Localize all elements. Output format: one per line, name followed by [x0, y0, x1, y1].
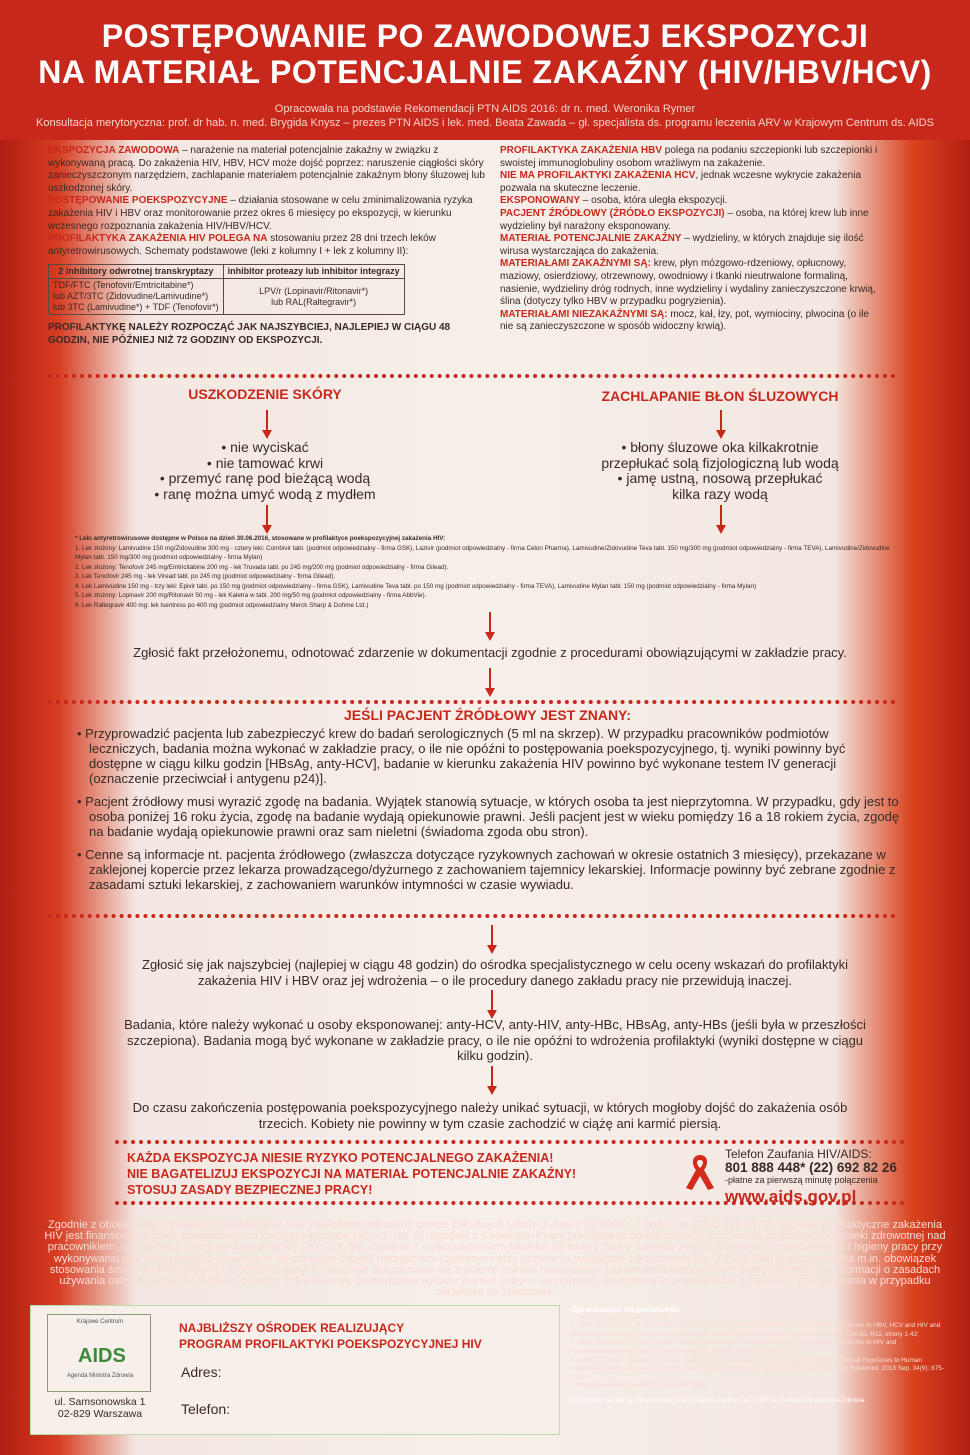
table-header: 2 inhibitory odwrotnej transkryptazy: [49, 265, 224, 279]
footnote-line: 1. Lek złożony: Lamivudine 150 mg/Zidovudine 300 mg - cztery leki: Combivir tabl. (podmiot odpowiedzialny - firma GSK), Lazivir (podmiot odpowiedzialny - firma Celon Pharma), Lamivudine/Zidovudine Teva tabl. 150 mg/300 mg (podmiot odpowiedzialny - firma TEVA), Lamivudine/Zidovudine Mylan tabl. 150 mg/300 mg (podmiot odpowiedzialny - firma Mylan): [75, 544, 890, 561]
hotline-block: [725, 1147, 897, 1206]
hotline-number: 801 888 448* (22) 692 82 26: [725, 1160, 897, 1175]
phone-field-label: Telefon:: [181, 1401, 231, 1417]
intro-right-column: [500, 145, 885, 334]
logo-name: AIDS: [78, 1345, 126, 1367]
definition-text: , jednak wczesne wykrycie zakażenia pozwala na skuteczne leczenie.: [500, 170, 862, 194]
definition-exposure: [48, 145, 488, 195]
arrow-down-icon: [262, 505, 272, 535]
sources-list: [570, 1305, 950, 1406]
definition-text: stosowaniu przez 28 dni trzech leków antyretrowirusowych. Schematy podstawowe (leki z kolumny I + lek z kolumny II):: [48, 233, 436, 257]
source-item: 1. Rekomendacje PTN AIDS 2016;: [570, 1313, 669, 1321]
report-instruction: Zgłosić fakt przełożonemu, odnotować zdarzenie w dokumentacji zgodnie z procedurami obowiązującymi w zakładzie pracy.: [133, 645, 847, 660]
hotline-label: Telefon Zaufania HIV/AIDS:: [725, 1147, 872, 1161]
mucosa-splash-steps: [565, 440, 875, 502]
red-ribbon-icon: [682, 1152, 718, 1192]
arrow-down-icon: [716, 505, 726, 535]
address-line: 02-829 Warszawa: [57, 1408, 143, 1420]
known-source-title: JEŚLI PACJENT ŹRÓDŁOWY JEST ZNANY:: [343, 707, 632, 723]
arrow-down-icon: [487, 990, 497, 1020]
arrow-down-icon: [487, 1066, 497, 1096]
arrow-down-icon: [487, 925, 497, 955]
list-item: • Cenne są informacje nt. pacjenta źródłowego (zwłaszcza dotyczące ryzykownych zachowań w okresie ostatnich 3 miesięcy), przekazane w zaklejonej kopercie przez lekarza prowadzącego/dyżurnego z zachowaniem tajemnicy lekarskiej. Informacje powinny być zebrane zgodnie z zasadami sztuki lekarskiej, z zachowaniem warunków intymności w czasie wywiadu.: [77, 847, 896, 892]
definition-exposed: [500, 195, 885, 208]
footnote-line: 5. Lek złożony: Lopinavir 200 mg/Ritonavir 50 mg - lek Kaletra w tabl. 200 mg/50 mg (podmiot odpowiedzialny - firma AbbVie).: [75, 592, 427, 599]
address-line: ul. Samsonowska 1: [54, 1396, 146, 1408]
definition-source-patient: [500, 208, 885, 233]
dotted-divider: [48, 914, 896, 918]
logo-top-text: Krajowe Centrum: [76, 1319, 124, 1325]
title-line-1: POSTĘPOWANIE PO ZAWODOWEJ EKSPOZYCJI: [101, 18, 869, 54]
term: MATERIAŁ POTENCJALNIE ZAKAŹNY: [500, 233, 682, 245]
intro-left-column: [48, 145, 488, 347]
definition-text: – narażenie na materiał potencjalnie zakaźny w związku z wykonywaną pracą. Do zakażenia HIV, HBV, HCV może dojść poprzez: naruszenie ciągłości skóry zanieczyszczonym narzędziem, zachlapanie materiałem potencjalnie zakaźnym błony śluzowej lub uszkodzonej skóry.: [48, 145, 485, 194]
hotline-note: -płatne za pierwszą minutę połączenia: [725, 1175, 878, 1185]
definition-text: – wydzieliny, w których znajduje się ilość wirusa wystarczająca do zakażenia.: [500, 233, 864, 257]
term: MATERIAŁAMI ZAKAŹNYMI SĄ:: [500, 258, 651, 270]
list-item: kilka razy wodą: [672, 485, 768, 502]
aids-center-logo: [47, 1314, 151, 1392]
alert-line: STOSUJ ZASADY BEZPIECZNEJ PRACY!: [127, 1183, 373, 1197]
term: EKSPOZYCJA ZAWODOWA: [48, 145, 180, 156]
drug-option: lub RAL(Raltegravir*): [271, 296, 357, 307]
source-item: 4. Kuhar DT i wsp.: Updated US Public Health Service Guidelines for the Management of Occupational Exposures to Human Immunodeficiency Virus and Recommendations for Postexposure Prophylaxis. Infect Control Hosp Epidemiol. 2013 Sep. 34(9): 875-9211.: [570, 1356, 944, 1381]
definition-text: – osoba, na której krew lub inne wydzieliny był narażony eksponowany.: [500, 207, 869, 232]
title-line-2: NA MATERIAŁ POTENCJALNIE ZAKAŹNY (HIV/HBV/HCV): [38, 54, 932, 90]
alert-text: [127, 1150, 576, 1198]
table-header: inhibitor proteazy lub inhibitor integrazy: [223, 265, 404, 279]
sources-heading: Opracowano na podstawie:: [570, 1304, 681, 1314]
funding-note: Egzemplarz bezpłatny sfinansowany przez Krajowe Centrum ds. AIDS ze środków Ministerstwa Zdrowia.: [570, 1396, 867, 1404]
alert-box: [115, 1140, 905, 1205]
list-item: • Przyprowadzić pacjenta lub zabezpieczyć krew do badań serologicznych (5 ml na skrzep). W przypadku pracowników podmiotów leczniczych, badania można wykonać w zakładzie pracy, o ile nie opóźni to postępowania poekspozycyjnego, tj. wyniki powinny być dostępne w ciągu kilku godzin [HBsAg, anty-HCV], badanie w kierunku zakażenia HIV powinno być wykonane testem IV generacji (oznaczenie przeciwciał i antygenu p24)].: [77, 726, 846, 786]
arrow-down-icon: [485, 612, 495, 642]
subtitle-consultation: Konsultacja merytoryczna: prof. dr hab. n. med. Brygida Knysz – prezes PTN AIDS i lek. med. Beata Zawada – gł. specjalista ds. programu leczenia ARV w Krajowym Centrum ds. AIDS: [36, 117, 934, 129]
term: PROFILAKTYKA ZAKAŻENIA HBV: [500, 145, 663, 156]
drug-option: LPV/r (Lopinavir/Ritonavir*): [259, 285, 369, 296]
list-item: • nie tamować krwi: [206, 454, 324, 471]
term: MATERIAŁAMI NIEZAKAŹNYMI SĄ:: [500, 308, 668, 320]
definition-text: – działania stosowane w celu zminimalizowania ryzyka zakażenia HIV i HBV oraz monitorowanie przez okres 6 miesięcy po ekspozycji, w kierunku wczesnego rozpoznania zakażenia HIV/HBV/HCV.: [48, 195, 473, 232]
drug-option: TDF/FTC (Tenofovir/Emtricitabine*): [53, 280, 194, 291]
definition-postexposure: [48, 195, 488, 233]
timing-warning: PROFILAKTYKĘ NALEŻY ROZPOCZĄĆ JAK NAJSZYBCIEJ, NAJLEPIEJ W CIĄGU 48 GODZIN, NIE PÓŹNIEJ NIŻ 72 GODZINY OD EKSPOZYCJI.: [48, 322, 451, 347]
drug-footnote: [75, 534, 895, 610]
definition-hiv-prophylaxis: [48, 233, 488, 258]
source-item: 5. EACS Guidelines. Version 8.0 (October 2015): [570, 1382, 707, 1390]
footnote-line: 2. Lek złożony: Tenofovir 245 mg/Emtricitabine 200 mg - lek Truvada tabl. po 245 mg/200 mg (podmiot odpowiedzialny - firma Gilead).: [75, 563, 449, 571]
definition-hcv: [500, 170, 885, 195]
known-source-section: [75, 708, 900, 900]
source-item: 2. CDC: Updated U.S. Public Health Service Guidelines for the Management of Occupational Exposures to HBV, HCV and HIV and Recommendations for Postexposure Prophylaxis. MMWR Recommendations and Reports. 2001. Tom 50, R11, strony 1-42;: [570, 1322, 941, 1338]
nearest-center-title: [179, 1320, 482, 1352]
definition-text: krew, płyn mózgowo-rdzeniowy, opłucnowy, maziowy, osierdziowy, otrzewnowy, owodniowy i tkanki nieutrwalone formaliną, nasienie, wydzieliny dróg rodnych, inne wydzieliny i wydaliny zanieczyszczone krwią, ślina (dotyczy tylko HBV w przypadku pogryzienia).: [500, 258, 876, 308]
address-field-label: Adres:: [181, 1364, 222, 1380]
list-item: • jamę ustną, nosową przepłukać: [617, 470, 823, 486]
center-address: [45, 1396, 155, 1420]
website-link[interactable]: www.aids.gov.pl: [725, 1187, 857, 1206]
list-item: • przemyć ranę pod bieżącą wodą: [159, 470, 371, 486]
source-item: 3. CDC: Updated U.S. Public Health Service Guidelines for the Management of Occupational Exposures to HIV and Recommendations for Postexposure Prophylaxis. MMWR. 2005. Tom 54, RR-9;: [570, 1339, 897, 1355]
legal-notice: Zgodnie z obowiązującą ustawą o zapobieganiu oraz zwalczaniu zakażeń i chorób zakaźnych u ludzi z dnia 5.12.2008 r. z późn. zm.(Dz.U 234.1570), leczenie profilaktyczne zakażenia HIV jest finansowane przez pracodawcę lub zlecającego pracę (art. 41, ust. 5). Zgodnie z Kodeksem Pracy pracodawca ponosi ponadto inne koszty profilaktycznej opieki zdrowotnej nad pracownikiem, niezbędne z uwagi na warunki pracy (art. 229, §6). Zgodnie z rozporządzeniem Ministra Zdrowia z dnia 6 czerwca 2013 r. w sprawie bezpieczeństwa i higieny pracy przy wykonywaniu prac związanych z narażeniem na zranienie ostrymi narzędziami używanymi przy udzielaniu świadczeń zdrowotnych (Dz.U.2013.696) pracodawca ma m.in. obowiązek stosowania środków eliminujących lub ograniczających narażenie pracowników na zranienie ostrymi narzędziami, zapewnienia pracownikom stałego dostępu do informacji o zasadach używania ostrych narzędzi i środków ochrony indywidualnej, prowadzenia wykazu zranień ostrymi narzędziami, informowania pracowników o zasadach postępowania w przypadku narażenia na zakażenie.: [44, 1219, 946, 1299]
footnote-line: 3. Lek Tenofovir 245 mg - lek Viread tabl. po 245 mg (podmiot odpowiedzialny - firma Gilead).: [75, 573, 336, 580]
footnote-heading: * Leki antyretrowirusowe dostępne w Polsce na dzień 30.06.2016, stosowane w profilaktyce poekspozycyjnej zakażenia HIV:: [75, 535, 446, 542]
list-item: • błony śluzowe oka kilkakrotnie: [621, 439, 819, 455]
footnote-line: 6. Lek Raltegravir 400 mg: lek Isentress po 400 mg (podmiot odpowiedzialny Merck Sharp & Dohme Ltd.): [75, 601, 369, 609]
list-item: • ranę można umyć wodą z mydłem: [154, 485, 376, 502]
definition-text: – osoba, która uległa ekspozycji.: [580, 195, 728, 207]
step-tests: Badania, które należy wykonać u osoby eksponowanej: anty-HCV, anty-HIV, anty-HBc, HBsAg, anty-HBs (jeśli była w przeszłości szczepiona). Badania mogą być wykonane w zakładzie pracy, o ile nie opóźni to wdrożenia profilaktyki (wyniki dostępne w ciągu kilku godzin).: [124, 1017, 866, 1063]
drug-option: lub AZT/3TC (Zidovudine/Lamivudine*): [53, 291, 209, 302]
title-line: PROGRAM PROFILAKTYKI POEKSPOZYCYJNEJ HIV: [179, 1337, 482, 1351]
step-specialist-center: Zgłosić się jak najszybciej (najlepiej w ciągu 48 godzin) do ośrodka specjalistycznego w celu oceny wskazań do profilaktyki zakażenia HIV i HBV oraz jej wdrożenia – o ile procedury danego zakładu pracy nie przewidują inaczej.: [142, 957, 848, 988]
skin-injury-steps: [120, 440, 410, 502]
alert-line: KAŻDA EKSPOZYCJA NIESIE RYZYKO POTENCJALNEGO ZAKAŻENIA!: [127, 1151, 554, 1165]
footnote-line: 4. Lek Lamivudine 150 mg - trzy leki: Epivir tabl. po 150 mg (podmiot odpowiedzialny - firma GSK), Lamivudine Teva tabl. po 150 mg (podmiot odpowiedzialny - firma TEVA), Lamivudine Mylan tabl. 150 mg (podmiot odpowiedzialny - firma Mylan): [75, 582, 757, 590]
term: PROFILAKTYKA ZAKAŻENIA HIV POLEGA NA: [48, 233, 268, 245]
definition-infectious-material: [500, 233, 885, 258]
title-line: NAJBLIŻSZY OŚRODEK REALIZUJĄCY: [179, 1321, 405, 1335]
nearest-center-panel: [30, 1305, 560, 1435]
alert-line: NIE BAGATELIZUJ EKSPOZYCJI NA MATERIAŁ POTENCJALNIE ZAKAŹNY!: [127, 1167, 577, 1181]
definition-noninfectious-list: [500, 309, 885, 334]
arrow-down-icon: [716, 410, 726, 440]
regimen-table: [48, 264, 405, 315]
poster-header: [0, 0, 970, 140]
skin-injury-title: USZKODZENIE SKÓRY: [188, 386, 342, 402]
definition-infectious-list: [500, 258, 885, 308]
logo-bottom-text: Agenda Ministra Zdrowia: [66, 1373, 134, 1379]
subtitle-author: Opracowała na podstawie Rekomendacji PTN AIDS 2016: dr n. med. Weronika Rymer: [274, 103, 696, 115]
dotted-divider: [48, 700, 896, 704]
definition-text: polega na podaniu szczepionki lub szczepionki i swoistej immunoglobuliny osobom wrażliwym na zakażenie.: [500, 145, 878, 169]
term: EKSPONOWANY: [500, 195, 581, 207]
definition-hbv: [500, 145, 885, 170]
term: NIE MA PROFILAKTYKI ZAKAŻENIA HCV: [500, 170, 696, 182]
list-item: • nie wyciskać: [221, 439, 309, 455]
dotted-divider: [48, 374, 896, 378]
table-cell: [223, 279, 404, 315]
arrow-down-icon: [485, 668, 495, 698]
step-precautions: Do czasu zakończenia postępowania poekspozycyjnego należy unikać sytuacji, w których mogłoby dojść do zakażenia osób trzecich. Kobiety nie powinny w tym czasie zachodzić w ciążę ani karmić piersią.: [132, 1100, 848, 1131]
drug-option: lub 3TC (Lamivudine*) + TDF (Tenofovir*): [53, 302, 219, 313]
list-item: • Pacjent źródłowy musi wyrazić zgodę na badania. Wyjątek stanowią sytuacje, w których osoba ta jest nieprzytomna. W przypadku, gdy jest to osoba poniżej 16 roku życia, zgodę na badanie wydają opiekunowie prawni. Jeśli pacjent jest w wieku pomiędzy 16 a 18 rokiem życia, zgodę na badanie wydają opiekunowie prawni oraz sam nieletni (świadoma zgoda obu stron).: [77, 794, 900, 839]
table-cell: [49, 279, 224, 315]
list-item: przepłukać solą fizjologiczną lub wodą: [601, 454, 839, 471]
mucosa-splash-title: ZACHLAPANIE BŁON ŚLUZOWYCH: [601, 388, 839, 404]
term: PACJENT ŹRÓDŁOWY (ŹRÓDŁO EKSPOZYCJI): [500, 207, 725, 219]
definition-text: mocz, kał, łzy, pot, wymiociny, plwocina (o ile nie są zanieczyszczone w sposób widoczny krwią).: [500, 308, 869, 333]
term: POSTĘPOWANIE POEKSPOZYCYJNE: [48, 195, 228, 207]
arrow-down-icon: [262, 410, 272, 440]
